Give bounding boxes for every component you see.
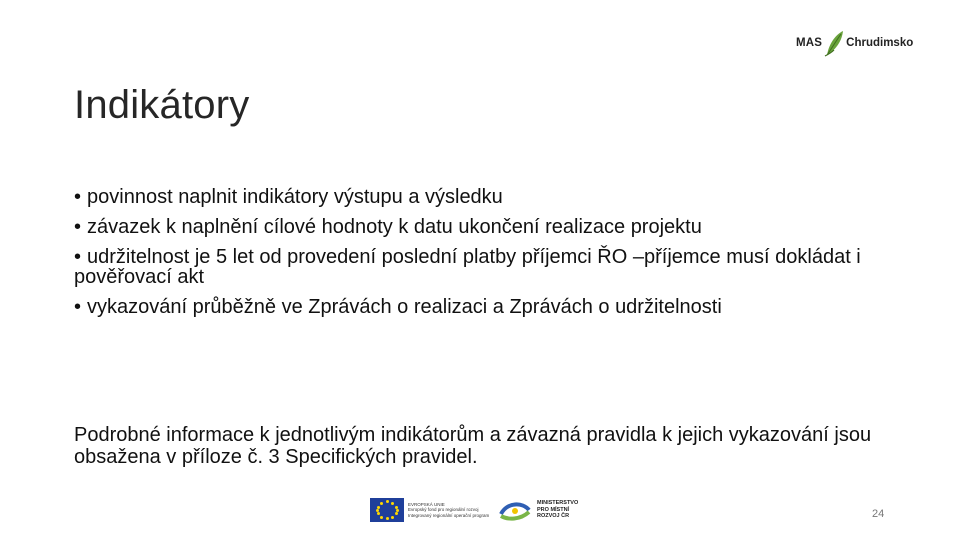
slide-title: Indikátory	[74, 82, 250, 127]
eu-logo-text	[408, 502, 490, 519]
bullet-item	[74, 297, 874, 317]
logo-right-text: Chrudimsko	[846, 37, 914, 49]
ministry-logo-icon	[498, 498, 532, 522]
bullet-item	[74, 247, 874, 287]
bullet-item	[74, 187, 874, 207]
bullet-text: udržitelnost je 5 let od provedení poslední platby příjemci ŘO –příjemce musí dokládat i pověřovací akt	[74, 246, 861, 288]
bullet-text: závazek k naplnění cílové hodnoty k datu ukončení realizace projektu	[87, 216, 702, 238]
ministry-line: MINISTERSTVO	[537, 500, 579, 507]
leaf-icon	[823, 28, 845, 58]
info-note: Podrobné informace k jednotlivým indikátorům a závazná pravidla k jejich vykazování jsou obsažena v příloze č. 3 Specifických pravidel.	[74, 424, 872, 468]
eu-line: Integrovaný regionální operační program	[408, 512, 490, 518]
eu-flag-icon	[370, 498, 404, 522]
bullet-list	[74, 187, 874, 327]
footer-logos	[370, 496, 597, 524]
bullet-text: vykazování průběžně ve Zprávách o realizaci a Zprávách o udržitelnosti	[87, 296, 722, 318]
eu-line: Evropský fond pro regionální rozvoj	[408, 507, 479, 513]
eu-line: EVROPSKÁ UNIE	[408, 501, 445, 507]
bullet-marker: •	[74, 296, 82, 318]
mas-chrudimsko-logo	[796, 26, 913, 60]
ministry-line: PRO MÍSTNÍ	[537, 506, 570, 513]
logo-left-text: MAS	[796, 37, 823, 49]
bullet-text: povinnost naplnit indikátory výstupu a výsledku	[87, 186, 503, 208]
bullet-item	[74, 217, 874, 237]
bullet-marker: •	[74, 246, 82, 268]
page-number: 24	[872, 508, 885, 520]
ministry-logo-text	[537, 500, 597, 520]
bullet-marker: •	[74, 216, 82, 238]
bullet-marker: •	[74, 186, 82, 208]
ministry-line: ROZVOJ ČR	[537, 513, 570, 520]
